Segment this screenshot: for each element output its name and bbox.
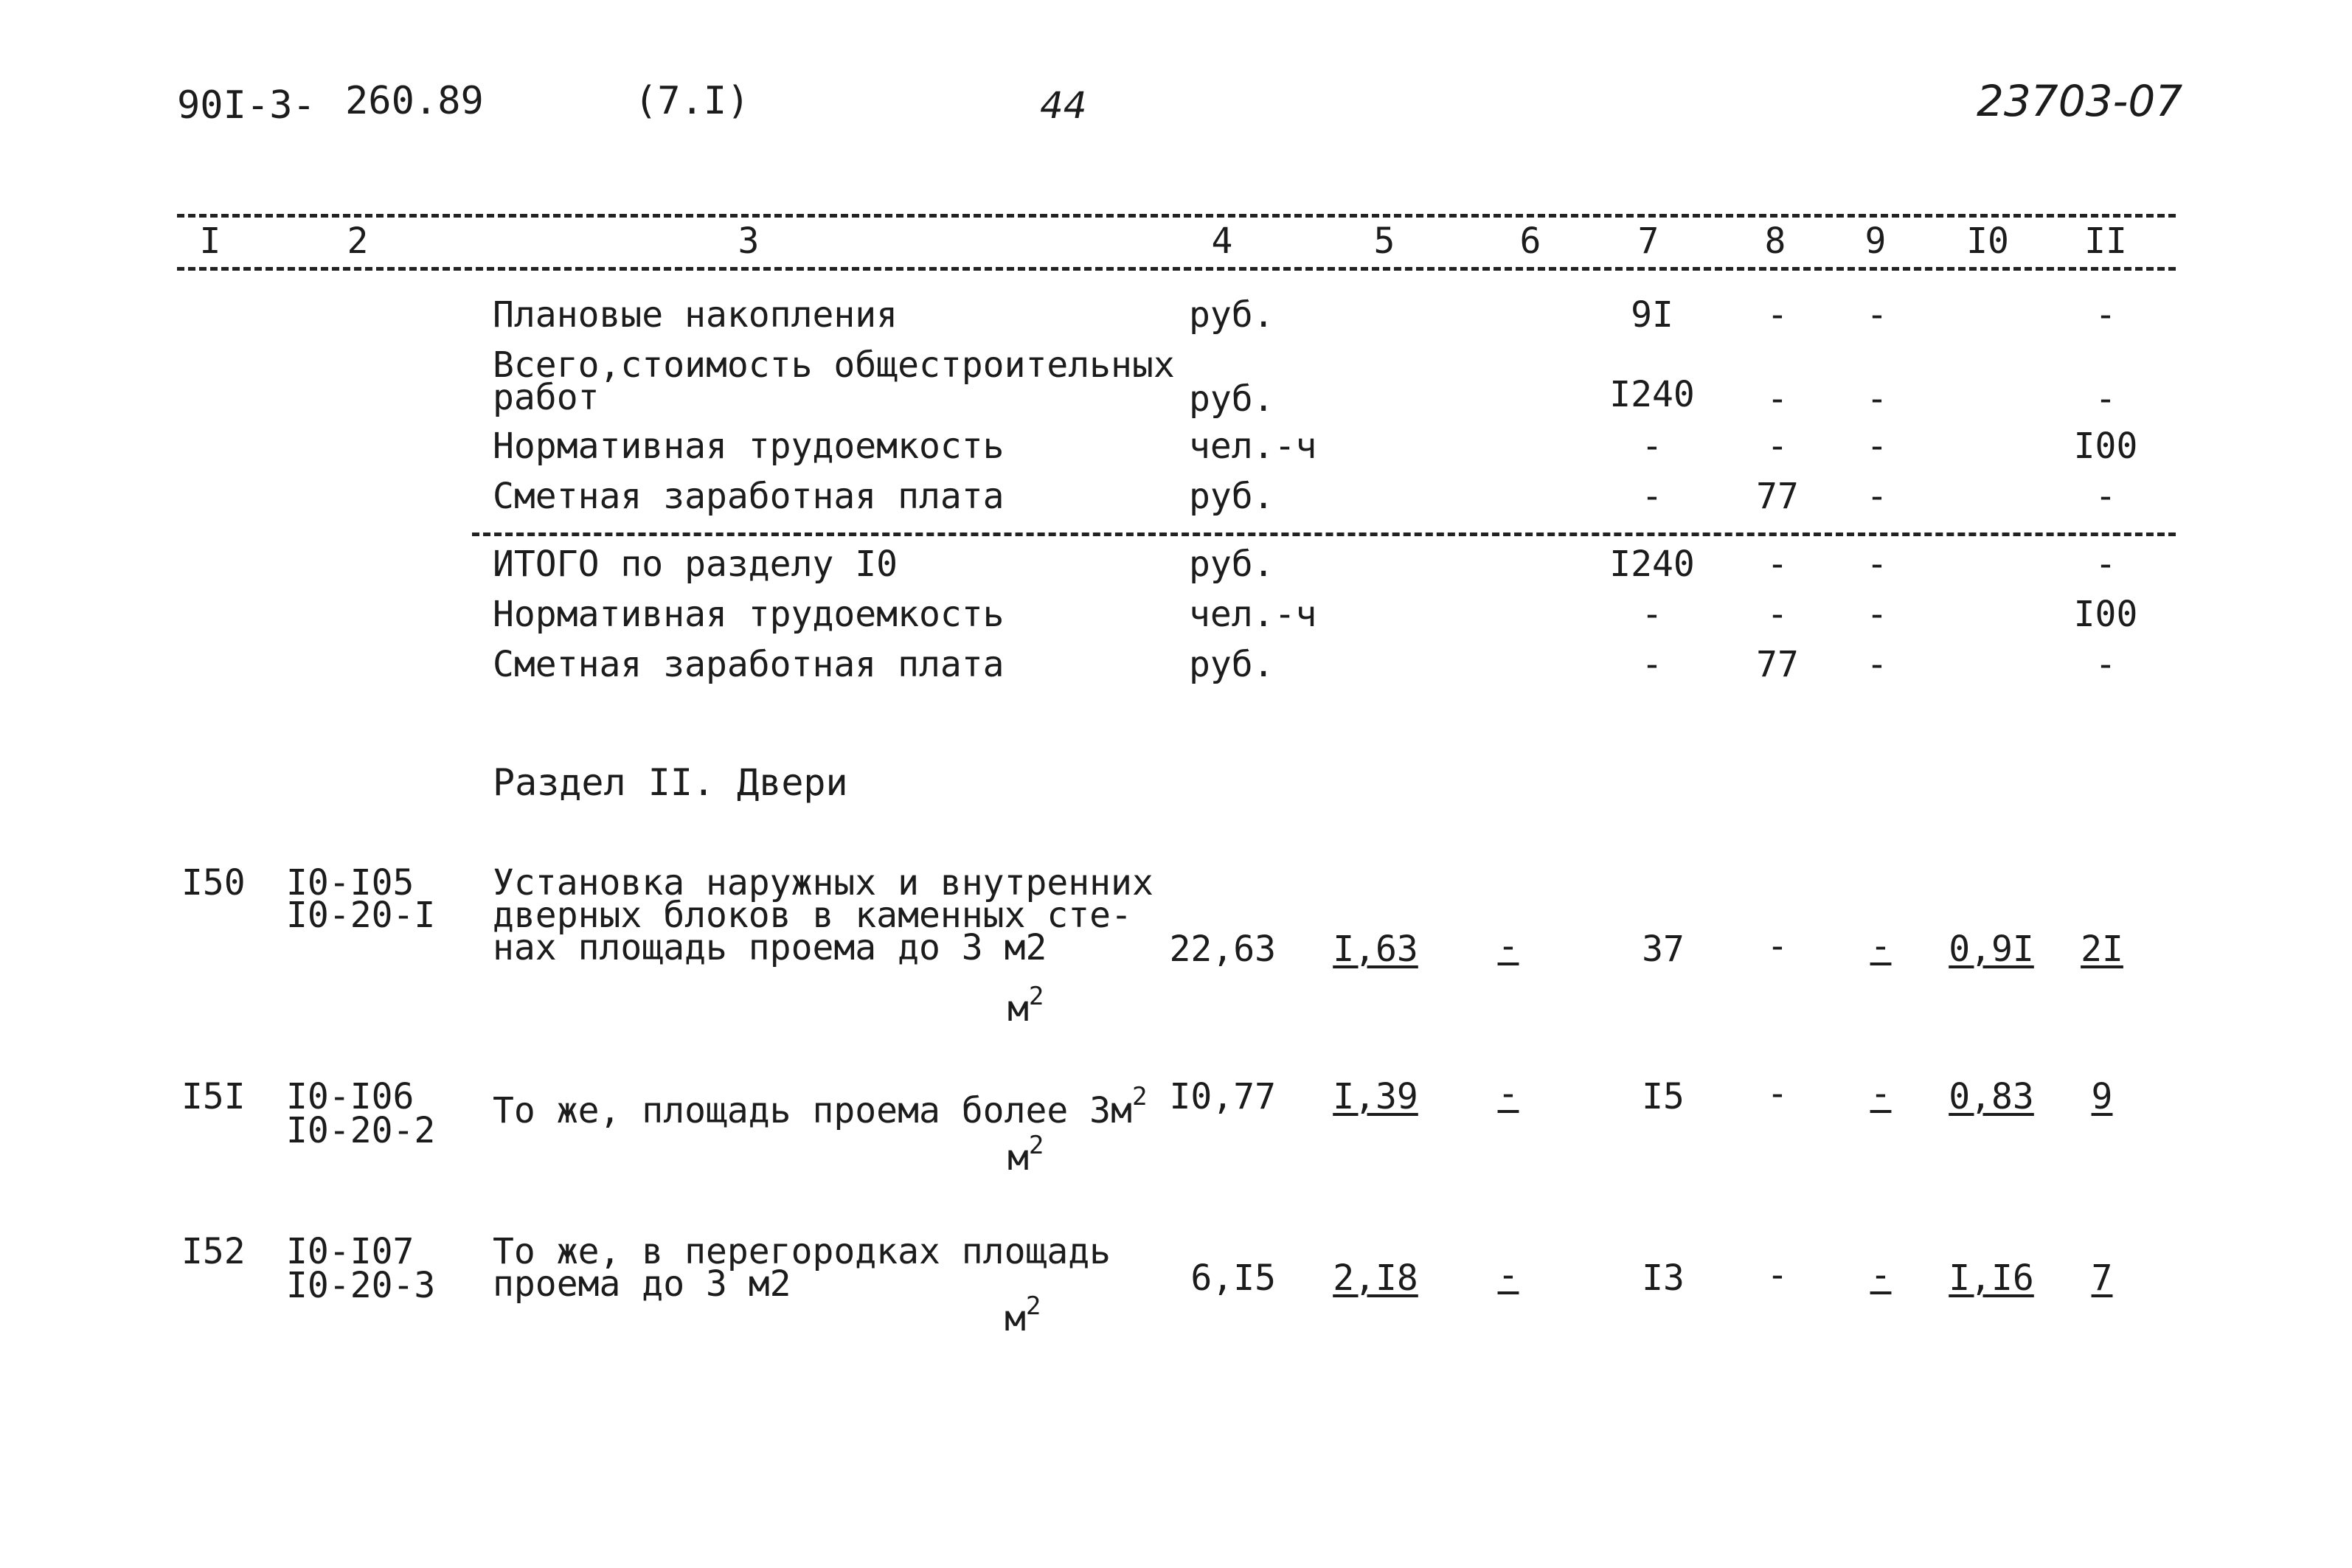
item-description: То же, площадь проема более $3м^2$ [493, 1082, 1148, 1131]
cell-col8: - [1766, 926, 1789, 967]
cell-col9: - [1866, 594, 1888, 635]
cell-col10: I,I6 [1949, 1257, 2034, 1299]
cell-col10: 0,83 [1949, 1076, 2034, 1117]
total-rule [472, 533, 2176, 536]
cell-col11: 9 [2091, 1076, 2113, 1117]
cell-col8: - [1766, 544, 1789, 585]
cell-col9: - [1866, 294, 1888, 336]
col-10: I0 [1966, 221, 2009, 262]
cell-col9: - [1866, 426, 1888, 467]
cell-col5: I,63 [1333, 929, 1418, 970]
cell-col8: - [1766, 294, 1789, 336]
row-label: Нормативная трудоемкость [493, 594, 1005, 635]
row-unit: руб. [1189, 476, 1274, 517]
cell-col8: 77 [1756, 644, 1799, 685]
cell-col8: - [1766, 594, 1789, 635]
cell-col9: - [1870, 1255, 1892, 1296]
cell-col8: - [1766, 1073, 1789, 1114]
cell-col7: 9I [1631, 294, 1673, 336]
row-label: Сметная заработная плата [493, 644, 1005, 685]
cell-col7: - [1641, 476, 1663, 517]
item-description-2: проема до 3 м2 [493, 1263, 791, 1305]
cell-col11: I00 [2073, 594, 2138, 635]
item-code-2: I0-20-2 [286, 1110, 436, 1151]
col-5: 5 [1373, 221, 1395, 262]
item-code: I0-I06 [286, 1076, 414, 1117]
row-label: Плановые накопления [493, 294, 898, 336]
cell-col9: - [1870, 926, 1892, 967]
cell-col8: 77 [1756, 476, 1799, 517]
cell-col7: - [1641, 644, 1663, 685]
cell-col5: 2,I8 [1333, 1257, 1418, 1299]
item-unit: $м^2$ [1005, 1291, 1041, 1339]
cell-col8: - [1766, 426, 1789, 467]
item-code-2: I0-20-3 [286, 1265, 436, 1306]
cell-col7: - [1641, 594, 1663, 635]
cell-col10: 0,9I [1949, 929, 2034, 970]
cell-col7: I240 [1609, 544, 1695, 585]
col-1: I [199, 221, 221, 262]
item-number: I5I [181, 1076, 246, 1117]
row-label: Нормативная трудоемкость [493, 426, 1005, 467]
section-ref: (7.I) [634, 79, 750, 123]
item-code: I0-I07 [286, 1231, 414, 1272]
col-8: 8 [1764, 221, 1786, 262]
cell-col9: - [1866, 378, 1888, 420]
cell-col11: - [2095, 476, 2117, 517]
row-label-cont: работ [493, 377, 600, 418]
row-unit: чел.-ч [1189, 594, 1317, 635]
item-description-3: нах площадь проема до 3 м2 [493, 927, 1047, 968]
cell-col7: I3 [1642, 1257, 1685, 1299]
cell-col11: - [2095, 644, 2117, 685]
cell-col7: 37 [1642, 929, 1685, 970]
cell-col4: 22,63 [1169, 929, 1276, 970]
cell-col11: - [2095, 294, 2117, 336]
col-2: 2 [347, 221, 369, 262]
row-label: Всего,стоимость общестроительных [493, 344, 1175, 386]
doc-code: 90I-3- [177, 83, 316, 128]
header-top-rule [177, 214, 2176, 218]
item-number: I50 [181, 862, 246, 903]
item-description: Установка наружных и внутренних [493, 862, 1154, 903]
col-6: 6 [1519, 221, 1541, 262]
cell-col11: - [2095, 378, 2117, 420]
cell-col5: I,39 [1333, 1076, 1418, 1117]
item-description: То же, в перегородках площадь [493, 1231, 1111, 1272]
cell-col11: 7 [2091, 1257, 2113, 1299]
row-unit: руб. [1189, 294, 1274, 336]
cell-col7: I240 [1609, 374, 1695, 415]
item-number: I52 [181, 1231, 246, 1272]
cell-col4: 6,I5 [1190, 1257, 1276, 1299]
col-3: 3 [738, 221, 760, 262]
cell-col9: - [1866, 476, 1888, 517]
col-9: 9 [1864, 221, 1887, 262]
cell-col9: - [1866, 644, 1888, 685]
cell-col6: - [1497, 1073, 1519, 1114]
row-unit: руб. [1189, 644, 1274, 685]
item-code: I0-I05 [286, 862, 414, 903]
item-unit: $м^2$ [1007, 982, 1044, 1030]
section-title: Раздел II. Двери [493, 761, 848, 804]
cell-col11: 2I [2081, 929, 2123, 970]
col-11: II [2084, 221, 2127, 262]
header-bottom-rule [177, 267, 2176, 271]
cell-col8: - [1766, 378, 1789, 420]
row-label: Сметная заработная плата [493, 476, 1005, 517]
cell-col8: - [1766, 1255, 1789, 1296]
item-unit: $м^2$ [1007, 1131, 1044, 1179]
col-7: 7 [1637, 221, 1659, 262]
row-label: ИТОГО по разделу I0 [493, 544, 898, 585]
col-4: 4 [1211, 221, 1233, 262]
doc-number: 260.89 [345, 79, 484, 123]
cell-col6: - [1497, 1255, 1519, 1296]
row-unit: руб. [1189, 544, 1274, 585]
cell-col6: - [1497, 926, 1519, 967]
cell-col11: - [2095, 544, 2117, 585]
row-unit: чел.-ч [1189, 426, 1317, 467]
page-number: 44 [1040, 84, 1087, 127]
cell-col11: I00 [2073, 426, 2138, 467]
archive-number: 23703-07 [1977, 76, 2183, 126]
cell-col4: I0,77 [1169, 1076, 1276, 1117]
cell-col7: - [1641, 426, 1663, 467]
cell-col9: - [1866, 544, 1888, 585]
cell-col7: I5 [1642, 1076, 1685, 1117]
item-code-2: I0-20-I [286, 895, 436, 936]
row-unit: руб. [1189, 378, 1274, 420]
item-description-2: дверных блоков в каменных сте- [493, 895, 1132, 936]
cell-col9: - [1870, 1073, 1892, 1114]
